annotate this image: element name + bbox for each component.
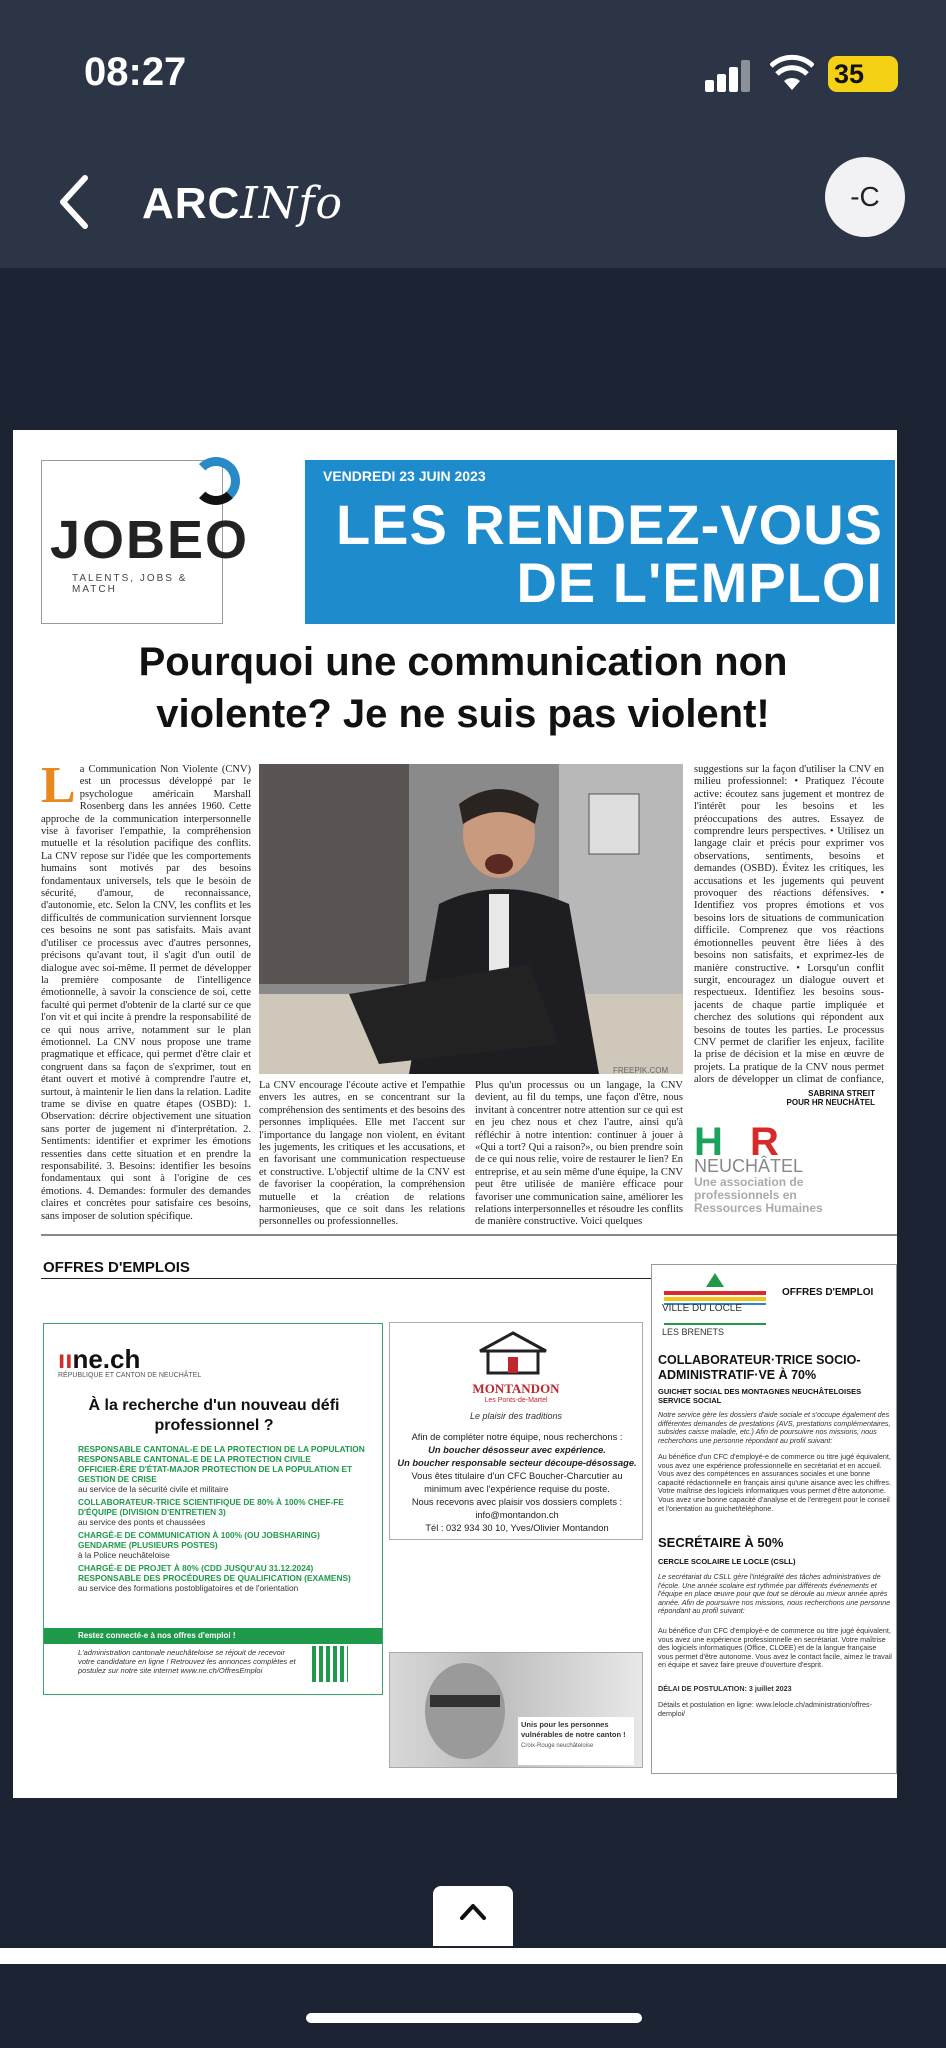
account-avatar[interactable]: -C: [825, 157, 905, 237]
locle-job2-title: SECRÉTAIRE À 50%: [658, 1535, 784, 1550]
home-indicator[interactable]: [306, 2013, 642, 2023]
issue-date: VENDREDI 23 JUIN 2023: [323, 468, 486, 484]
article-photo: [259, 764, 683, 1074]
photo-credit: FREEPIK.COM: [613, 1066, 669, 1075]
article-column-2: La CNV encourage l'écoute active et l'empathie envers les autres, en se concentrant sur la compréhension des sentiments et des besoins des personnes impliquées. Elle met l'accent sur l'importance du langage non violent, en évitant les jugements, les critiques et les accusations, et en favorisant une communication respectueuse et constructive. L'objectif ultime de la CNV est de favoriser la coopération, la compréhension mutuelle et la création de relations harmonieuses, que ce soit dans les relations personnelles ou professionnelles.: [259, 1080, 465, 1228]
montandon-email: info@montandon.ch: [475, 1510, 559, 1520]
back-arrow-icon[interactable]: [55, 172, 95, 232]
article-signature: SABRINA STREIT POUR HR NEUCHÂTEL: [786, 1089, 875, 1107]
job-offers-rule: [41, 1278, 663, 1279]
battery-level: 35: [834, 59, 865, 89]
section-title: LES RENDEZ-VOUS DE L'EMPLOI: [335, 493, 883, 614]
montandon-job-ad[interactable]: MONTANDON Les Ponts-de-Martel Le plaisir des traditions Afin de compléter notre équipe, nous recherchons : Un boucher désosseur avec expérience. Un boucher responsable secteur découpe-désossage. Vous êtes titulaire d'un CFC Boucher-Charcutier au minimum avec l'expérience requise du poste. Nous recevons avec plaisir vos dossiers complets : info@montandon.ch Tél : 032 934 30 10, Yves/Olivier Montandon: [389, 1322, 643, 1540]
ne-ad-footer: L'administration cantonale neuchâteloise se réjouit de recevoir votre candidature en ligne ! Retrouvez les annonces complètes et postulez sur notre site internet www.ne.ch/OffresEmploi: [78, 1648, 296, 1675]
croix-rouge-ad[interactable]: Unis pour les personnes vulnérables de notre canton ! Croix-Rouge neuchâteloise: [389, 1652, 643, 1768]
section-header: [305, 460, 895, 624]
locle-job1-title: COLLABORATEUR·TRICE SOCIO-ADMINISTRATIF·VE À 70%: [658, 1353, 861, 1382]
article-column-3: Plus qu'un processus ou un langage, la CNV devient, au fil du temps, une façon d'être, nous invitant à concentrer notre attention sur ce qui est en jeu chez nous et chez l'autre, ainsi qu'à réfléchir à notre intention: continuer à jouer à «Qui a tort? Qui a raison?», ou bien prendre soin de ce qui nous relie, voire de restaurer le lien? En entreprise, et au sein même d'une équipe, la CNV peut être utilisée de manière efficace pour favoriser une communication saine, améliorer les relations interpersonnelles et résoudre les conflits de manière constructive. Voici quelques: [475, 1080, 683, 1228]
article-column-1: La Communication Non Violente (CNV) est un processus développé par le psychologue américain Marshall Rosenberg dans les années 1960. Cette approche de la communication interpersonnelle vise à favoriser l'empathie, la compréhension mutuelle et la résolution pacifique des conflits. La CNV repose sur l'idée que les comportements humains sont motivés par des besoins fondamentaux universels, tels que le besoin de sécurité, d'amour, de reconnaissance, d'autonomie, etc. Selon la CNV, les conflits et les difficultés de communication surviennent lorsque ces besoins ne sont pas satisfaits. Mais avant d'utiliser ce processus avec d'autres personnes, précisons qu'avant tout, il s'agit d'un outil de dialogue avec soi-même. Il permet de développer la première composante de l'intelligence émotionnelle, à savoir la conscience de soi, cette faculté qui permet d'obtenir de la clarté sur ce que l'on vit et qui incite à prendre la responsabilité de ce qui nous arrive, notamment sur le plan émotionnel. La CNV nous propose une trame pragmatique et efficace, qui permet d'être clair et congruent dans sa façon de s'exprimer, tout en étant ouvert et motivé à comprendre l'autre et, surtout, à maintenir le lien dans la relation. Ladite trame se divise en quatre étapes (OSBD): 1. Observation: décrire objectivement une situation sans porter de jugement ni d'interprétation. 2. Sentiments: identifier et exprimer les émotions ressenties dans cette situation et en prendre la responsabilité. 3. Besoins: identifier les besoins fondamentaux qui sont à l'origine de ces émotions. 4. Demandes: formuler des demandes claires et concrètes pour satisfaire ces besoins, sans imposer de solution spécifique.: [41, 764, 251, 1222]
jobeo-logo: JOBEO TALENTS, JOBS & MATCH: [41, 460, 223, 624]
cellular-signal-icon: [705, 58, 751, 92]
jobeo-arc-icon: [192, 457, 240, 505]
arcinfo-logo[interactable]: ARCINfo: [142, 178, 343, 229]
house-logo-icon: [478, 1331, 548, 1375]
portrait-image: [390, 1653, 510, 1769]
bottom-strip: [0, 1948, 946, 1964]
ne-ch-logo: ııne.ch: [58, 1344, 141, 1374]
status-bar: [0, 0, 946, 150]
ne-job-list: RESPONSABLE CANTONAL-E DE LA PROTECTION DE LA POPULATION RESPONSABLE CANTONAL-E DE LA PROTECTION CIVILE OFFICIER-ÈRE D'ÉTAT-MAJOR PROTECTION DE LA POPULATION ET GESTION DE CRISE au service de la sécurité civile et militaire COLLABORATEUR-TRICE SCIENTIFIQUE DE 80% À 100% CHEF-FE D'ÉQUIPE (DIVISION D'ENTRETIEN 3) au service des ponts et chaussées CHARGÉ-E DE COMMUNICATION À 100% (OU JOBSHARING) GENDARME (PLUSIEURS POSTES) à la Police neuchâteloise CHARGÉ-E DE PROJET À 80% (CDD JUSQU'AU 31.12.2024) RESPONSABLE DES PROCÉDURES DE QUALIFICATION (EXAMENS) au service des formations postobligatoires et de l'orientation: [78, 1444, 365, 1593]
job-offers-title: OFFRES D'EMPLOIS: [43, 1259, 190, 1276]
newspaper-page: [13, 430, 897, 1798]
battery-icon: [828, 56, 898, 92]
chevron-up-icon: [458, 1900, 488, 1924]
hr-neuchatel-logo: H R NEUCHÂTEL Une association de professionnels en Ressources Humaines: [694, 1120, 823, 1215]
le-locle-job-ad[interactable]: VILLE DU LOCLE LES BRENETS OFFRES D'EMPLOI COLLABORATEUR·TRICE SOCIO-ADMINISTRATIF·VE À 70% GUICHET SOCIAL DES MONTAGNES NEUCHÂTELOISES SERVICE SOCIAL Notre service gère les dossiers d'aide sociale et s'occupe également des différentes demandes de prestations (AVS, prestations complémentaires, subsides caisse maladie, etc.) Afin de poursuivre nos missions, nous recherchons une personne répondant au profil suivant: Au bénéfice d'un CFC d'employé-e de commerce ou titre jugé équivalent, vous avez une expérience professionnelle en secrétariat et en accueil. Vous avez des compétences en assurances sociales et une bonne capacité rédactionnelle en français ainsi qu'une aisance avec les chiffres. Votre maîtrise des logiciels informatiques vous permet d'être autonome. Vous avez une bonne capacité d'analyse et de l'entregent pour le conseil et l'orientation au guichet/téléphone. SECRÉTAIRE À 50% CERCLE SCOLAIRE LE LOCLE (CSLL) Le secrétariat du CSLL gère l'intégralité des tâches administratives de l'école. Une année scolaire est rythmée par différents événements et l'équipe en place œuvre pour que tout se déroule au mieux année après année. Afin de poursuivre nos missions, nous recherchons une personne répondant au profil suivant: Au bénéfice d'un CFC d'employé-e de commerce ou titre jugé équivalent, vous avez une expérience professionnelle en secrétariat. Votre maîtrise des logiciels informatiques (Office, CLOEE) et de la langue française vous permet d'être autonome. Vous avez le contact facile, aimez le travail en équipe et savez faire preuve d'ouverture d'esprit. DÉLAI DE POSTULATION: 3 juillet 2023 Détails et postulation en ligne: www.lelocle.ch/administration/offres-demploi/: [651, 1264, 897, 1774]
ne-ad-banner: Restez connecté-e à nos offres d'emploi !: [44, 1628, 382, 1644]
status-time: 08:27: [84, 50, 187, 94]
locle-details-link: Détails et postulation en ligne: www.lelocle.ch/administration/offres-demploi/: [658, 1700, 873, 1718]
article-headline: Pourquoi une communication non violente? Je ne suis pas violent!: [138, 640, 788, 736]
wifi-icon: [770, 54, 814, 92]
drop-cap: L: [41, 764, 76, 814]
ne-ad-title: À la recherche d'un nouveau défi professionnel ?: [88, 1397, 340, 1434]
section-divider: [41, 1234, 897, 1236]
qr-code-icon: [312, 1646, 348, 1682]
ne-ch-job-ad[interactable]: ııne.ch RÉPUBLIQUE ET CANTON DE NEUCHÂTEL À la recherche d'un nouveau défi professionnel ? RESPONSABLE CANTONAL-E DE LA PROTECTION DE LA POPULATION RESPONSABLE CANTONAL-E DE LA PROTECTION CIVILE OFFICIER-ÈRE D'ÉTAT-MAJOR PROTECTION DE LA POPULATION ET GESTION DE CRISE au service de la sécurité civile et militaire COLLABORATEUR-TRICE SCIENTIFIQUE DE 80% À 100% CHEF-FE D'ÉQUIPE (DIVISION D'ENTRETIEN 3) au service des ponts et chaussées CHARGÉ-E DE COMMUNICATION À 100% (OU JOBSHARING) GENDARME (PLUSIEURS POSTES) à la Police neuchâteloise CHARGÉ-E DE PROJET À 80% (CDD JUSQU'AU 31.12.2024) RESPONSABLE DES PROCÉDURES DE QUALIFICATION (EXAMENS) au service des formations postobligatoires et de l'orientation Restez connecté-e à nos offres d'emploi ! L'administration cantonale neuchâteloise se réjouit de recevoir votre candidature en ligne ! Retrouvez les annonces complètes et postulez sur notre site internet www.ne.ch/OffresEmploi: [43, 1323, 383, 1695]
article-column-4: suggestions sur la façon d'utiliser la CNV en milieu professionnel: • Pratiquez l'écoute active: écoutez sans jugement et montrez de l'intérêt pour les besoins et les préoccupations des autres. Essayez de comprendre leurs perspectives. • Utilisez un langage clair et précis pour exprimer vos observations, sentiments, besoins et demandes (OSBD). Évitez les critiques, les accusations et les jugements qui peuvent provoquer des réactions défensives. • Identifiez vos propres émotions et vos besoins lors de situations de communication difficile. Comprenez que vos réactions émotionnelles peuvent être liées à des besoins non satisfaits, et exprimez-les de manière constructive. • Lorsqu'un conflit surgit, encouragez un dialogue ouvert et respectueux. Identifiez les besoins sous-jacents de chaque partie impliquée et cherchez des solutions qui répondent aux besoins de toutes les parties. Le processus CNV permet de clarifier les enjeux, facilite la prise de décision et la mise en œuvre de projets. La pratique de la CNV nous permet alors de développer un climat de confiance,: [694, 764, 884, 1086]
